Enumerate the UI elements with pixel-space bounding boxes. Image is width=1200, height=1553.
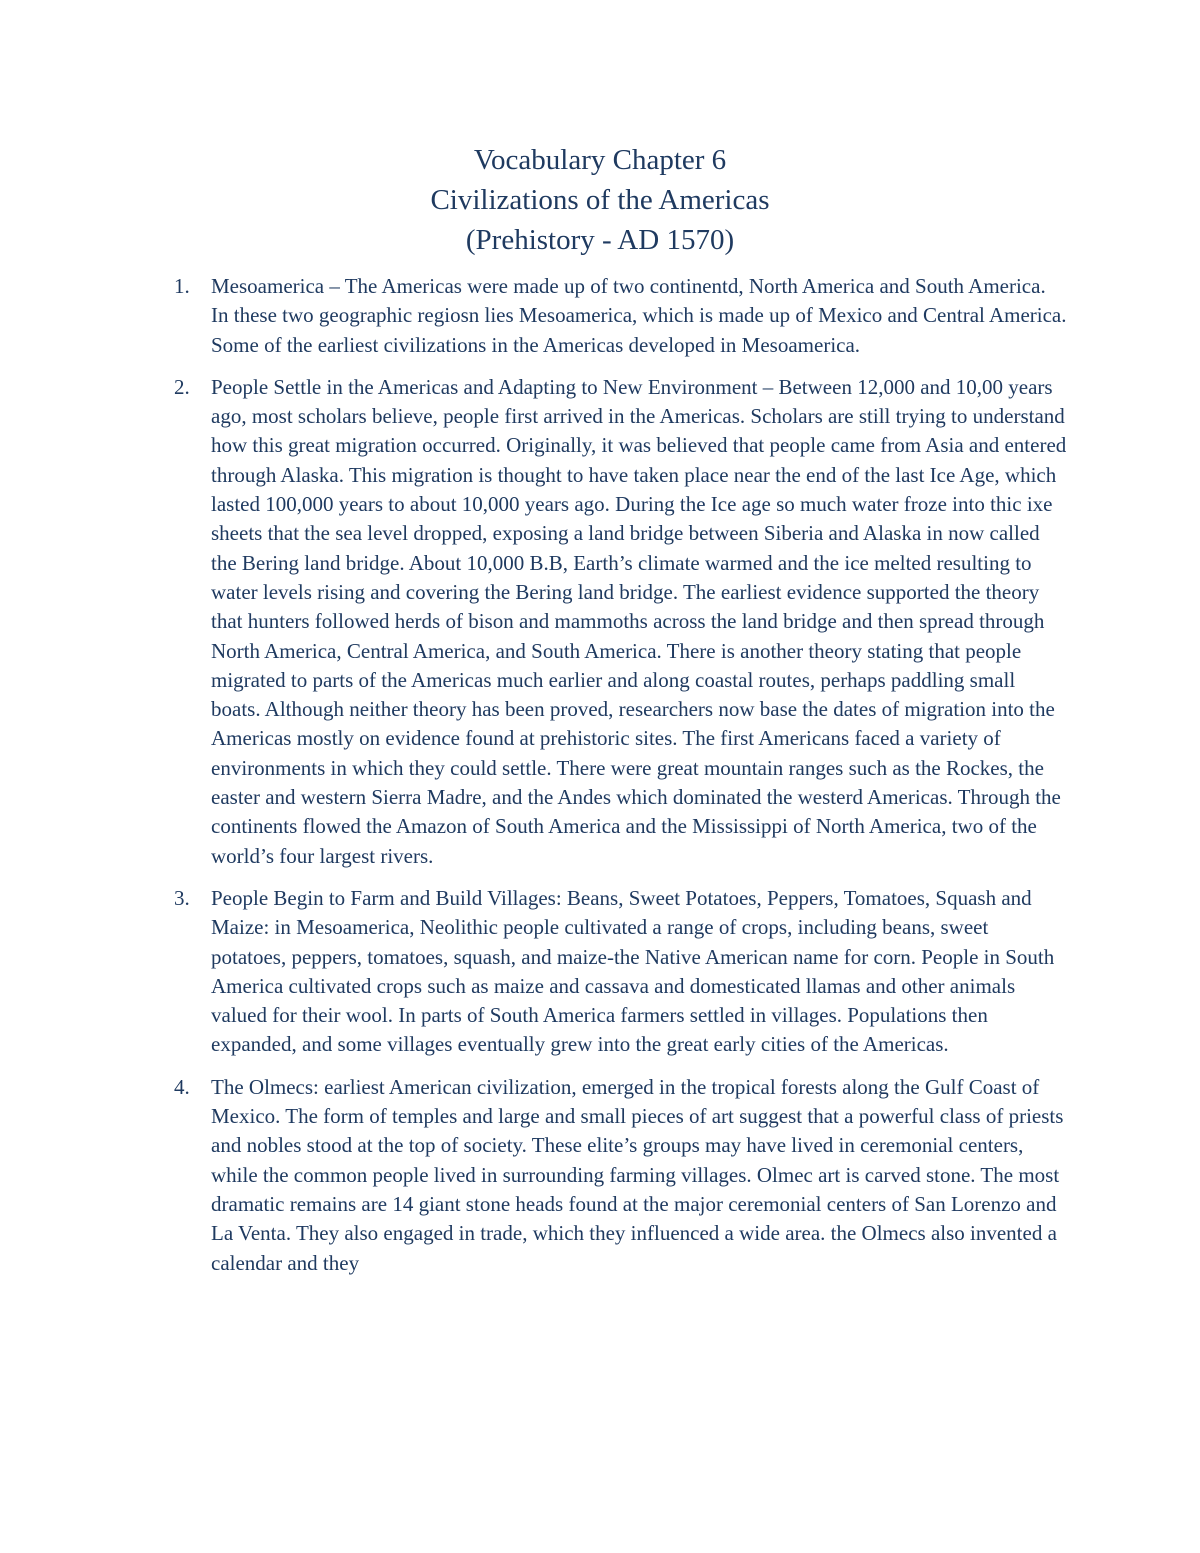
item-text: The Olmecs: earliest American civilization, emerged in the tropical forests along the Gulf Coast of Mexico. The form of temples and large and small pieces of art suggest that a powerful class of priests and nobles stood at the top of society. These elite’s groups may have lived in ceremonial centers, while the common people lived in surrounding farming villages. Olmec art is carved stone. The most dramatic remains are 14 giant stone heads found at the major ceremonial centers of San Lorenzo and La Venta. They also engaged in trade, which they influenced a wide area. the Olmecs also invented a calendar and they <box>211 1074 1064 1275</box>
list-item <box>0 272 1200 360</box>
item-number: 4. <box>174 1074 190 1099</box>
item-number: 3. <box>174 885 190 910</box>
item-text: People Settle in the Americas and Adapting to New Environment – Between 12,000 and 10,00 years ago, most scholars believe, people first arrived in the Americas. Scholars are still trying to understand how this great migration occurred. Originally, it was believed that people came from Asia and entered through Alaska. This migration is thought to have taken place near the end of the last Ice Age, which lasted 100,000 years to about 10,000 years ago. During the Ice age so much water froze into thic ixe sheets that the sea level dropped, exposing a land bridge between Siberia and Alaska in now called the Bering land bridge. About 10,000 B.B, Earth’s climate warmed and the ice melted resulting to water levels rising and covering the Bering land bridge. The earliest evidence supported the theory that hunters followed herds of bison and mammoths across the land bridge and then spread through North America, Central America, and South America. There is another theory stating that people migrated to parts of the Americas much earlier and along coastal routes, perhaps paddling small boats. Although neither theory has been proved, researchers now base the dates of migration into the Americas mostly on evidence found at prehistoric sites. The first Americans faced a variety of environments in which they could settle. There were great mountain ranges such as the Rockes, the easter and western Sierra Madre, and the Andes which dominated the westerd Americas. Through the continents flowed the Amazon of South America and the Mississippi of North America, two of the world’s four largest rivers. <box>211 374 1067 868</box>
item-text: People Begin to Farm and Build Villages: Beans, Sweet Potatoes, Peppers, Tomatoes, Squash and Maize: in Mesoamerica, Neolithic people cultivated a range of crops, including beans, sweet potatoes, peppers, tomatoes, squash, and maize-the Native American name for corn. People in South America cultivated crops such as maize and cassava and domesticated llamas and other animals valued for their wool. In parts of South America farmers settled in villages. Populations then expanded, and some villages eventually grew into the great early cities of the Americas. <box>211 885 1055 1057</box>
subtitle-line: Civilizations of the Americas <box>430 184 770 216</box>
date-range-line: (Prehistory - AD 1570) <box>465 224 735 256</box>
document-title <box>0 140 1200 260</box>
vocabulary-list <box>0 272 1200 1291</box>
item-number: 1. <box>174 274 190 298</box>
list-item <box>0 884 1200 1060</box>
title-line: Vocabulary Chapter 6 <box>473 144 727 176</box>
list-item <box>0 373 1200 871</box>
list-item <box>0 1073 1200 1278</box>
item-text: Mesoamerica – The Americas were made up of two continentd, North America and South America. In these two geographic regiosn lies Mesoamerica, which is made up of Mexico and Central America. Some of the earliest civilizations in the Americas developed in Mesoamerica. <box>211 274 1067 357</box>
item-number: 2. <box>174 374 190 399</box>
